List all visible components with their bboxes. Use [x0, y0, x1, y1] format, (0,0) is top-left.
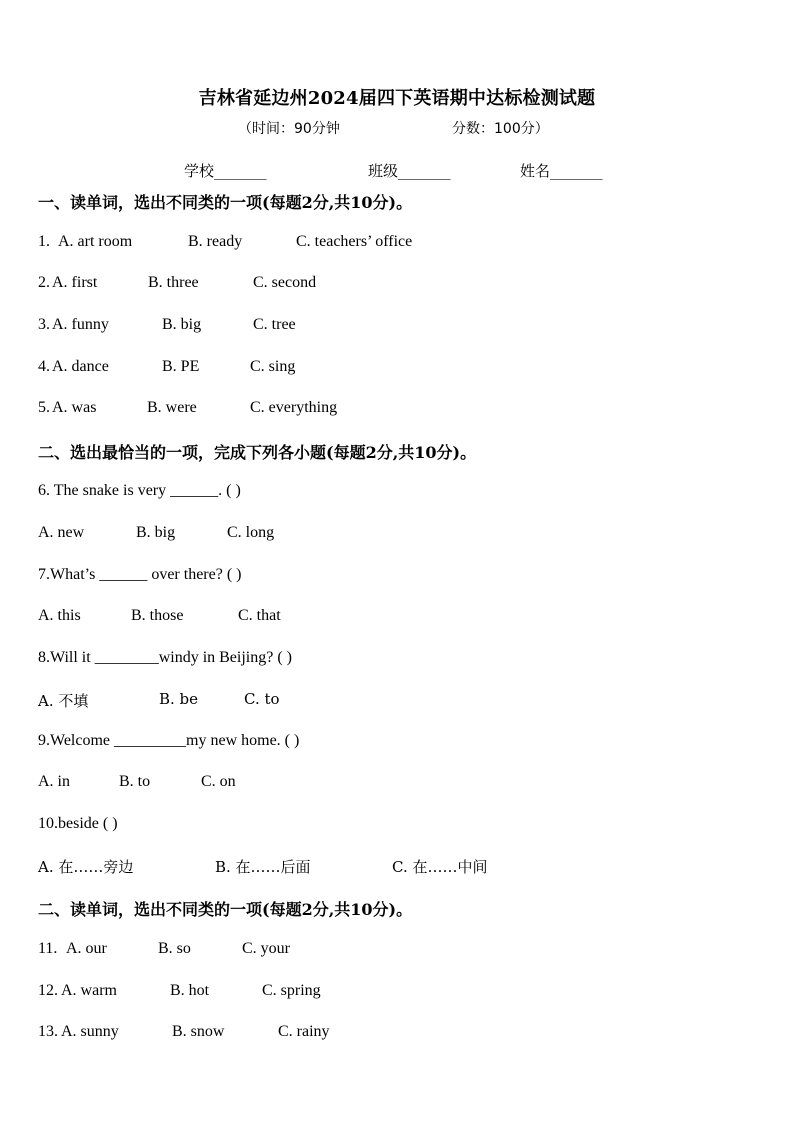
question-row: [38, 982, 321, 1000]
option-c: C. that: [238, 607, 281, 624]
section-heading: 二、读单词，选出不同类的一项(每题2分,共10分)。: [38, 900, 413, 919]
question-stem: 8.Will it ________windy in Beijing? ( ): [38, 649, 292, 666]
option-a: A. sunny: [61, 1023, 119, 1040]
question-number: 4.: [38, 358, 50, 375]
page-title: 吉林省延边州2024届四下英语期中达标检测试题: [198, 88, 596, 109]
question-row: [38, 358, 296, 376]
exam-score: 分数：100分）: [452, 121, 549, 137]
option-c: C. everything: [250, 399, 338, 416]
option-b: B. big: [162, 316, 202, 333]
option-b: B. so: [158, 940, 191, 957]
question-row: [38, 399, 338, 417]
option-a: A. in: [38, 773, 70, 790]
name-field: 姓名_______: [520, 162, 603, 180]
option-b: B. were: [147, 399, 197, 416]
option-c: C. tree: [253, 316, 296, 333]
option-c: C. spring: [262, 982, 321, 999]
option-a: A. dance: [52, 358, 109, 375]
question-number: 11.: [38, 940, 58, 957]
section-heading: 一、读单词，选出不同类的一项(每题2分,共10分)。: [38, 193, 413, 212]
question-row: [38, 940, 290, 958]
option-c: C. to: [244, 690, 280, 708]
section-heading: 二、选出最恰当的一项，完成下列各小题(每题2分,共10分)。: [38, 443, 477, 462]
question-options: [38, 773, 236, 791]
option-a: A. our: [66, 940, 107, 957]
question-number: 1.: [38, 233, 50, 250]
option-c: C. 在……中间: [392, 858, 488, 876]
option-a: A. art room: [58, 233, 133, 250]
option-b: B. hot: [170, 982, 210, 999]
exam-time: （时间：90分钟: [238, 121, 340, 137]
option-b: B. be: [159, 690, 199, 708]
option-c: C. long: [227, 524, 275, 541]
option-c: C. rainy: [278, 1023, 330, 1040]
class-field: 班级_______: [368, 162, 451, 180]
question-options: [38, 856, 488, 877]
option-b: B. snow: [172, 1023, 225, 1040]
option-b: B. big: [136, 524, 176, 541]
question-stem: 10.beside ( ): [38, 815, 118, 832]
option-c: C. teachers’ office: [296, 233, 413, 250]
option-a: A. this: [38, 607, 81, 624]
question-row: [38, 316, 296, 334]
question-number: 2.: [38, 274, 50, 291]
option-c: C. second: [253, 274, 317, 291]
option-b: B. those: [131, 607, 184, 624]
option-a: A. new: [38, 524, 85, 541]
option-b: B. ready: [188, 233, 243, 250]
option-a: A. funny: [52, 316, 109, 333]
option-b: B. 在……后面: [215, 858, 311, 876]
option-a: A. 在……旁边: [38, 858, 134, 876]
option-b: B. to: [119, 773, 151, 790]
question-stem: 7.What’s ______ over there? ( ): [38, 566, 242, 583]
question-options: [38, 524, 275, 542]
school-field: 学校_______: [184, 162, 267, 180]
option-c: C. your: [242, 940, 290, 957]
question-row: [38, 274, 317, 292]
question-stem: 9.Welcome _________my new home. ( ): [38, 732, 300, 749]
question-row: [38, 233, 413, 251]
option-c: C. on: [201, 773, 236, 790]
question-row: [38, 1023, 330, 1041]
option-a: A. was: [52, 399, 97, 416]
question-options: [38, 607, 281, 625]
option-a: A. first: [52, 274, 98, 291]
question-number: 5.: [38, 399, 50, 416]
question-number: 13.: [38, 1023, 58, 1040]
question-number: 3.: [38, 316, 50, 333]
option-a: A. warm: [61, 982, 117, 999]
option-a: A. 不填: [38, 692, 89, 710]
question-stem: 6. The snake is very ______. ( ): [38, 482, 241, 499]
question-number: 12.: [38, 982, 58, 999]
option-b: B. three: [148, 274, 199, 291]
option-b: B. PE: [162, 358, 200, 375]
question-options: [38, 690, 280, 711]
option-c: C. sing: [250, 358, 296, 375]
